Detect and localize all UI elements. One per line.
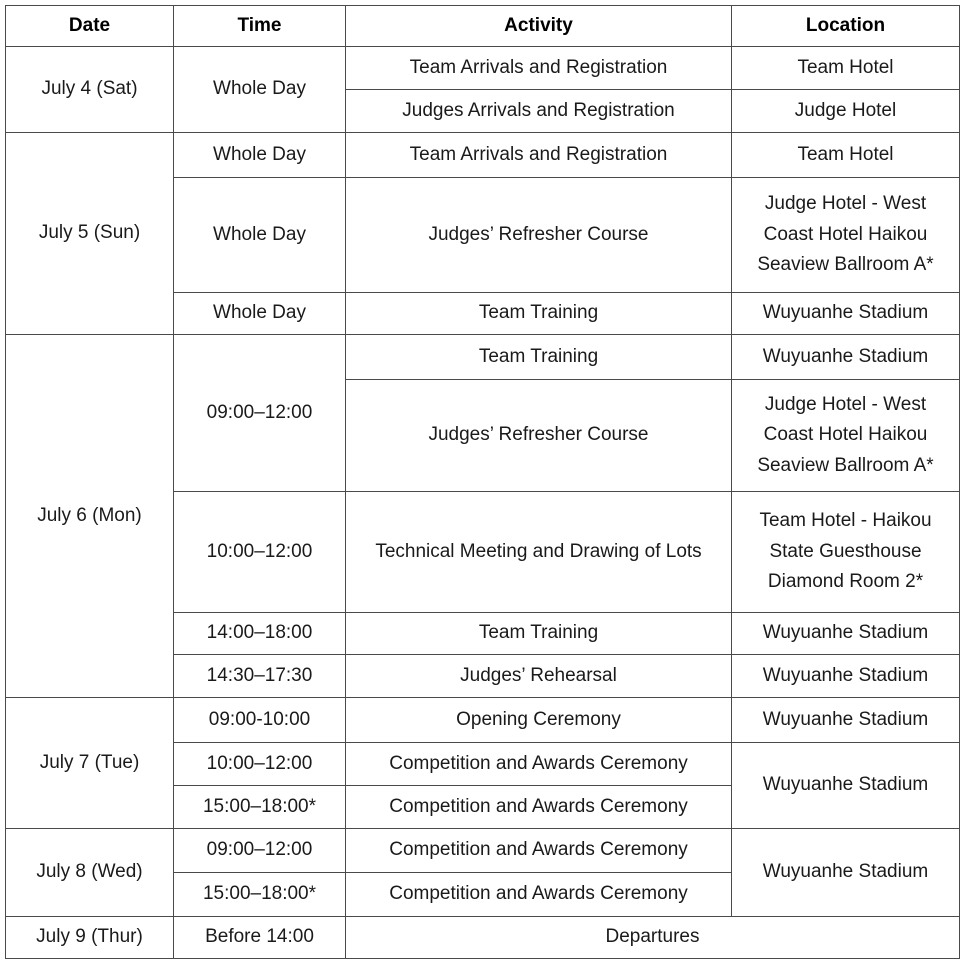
location-cell: Wuyuanhe Stadium <box>732 743 960 829</box>
location-line: Coast Hotel Haikou <box>763 424 928 446</box>
location-cell: Wuyuanhe Stadium <box>732 655 960 698</box>
time-cell: Whole Day <box>174 293 346 335</box>
table-row <box>6 47 960 90</box>
location-line: Seaview Ballroom A* <box>757 454 934 476</box>
location-cell <box>732 380 960 492</box>
time-cell: 10:00–12:00 <box>174 743 346 786</box>
header-location: Location <box>732 6 960 47</box>
activity-cell: Technical Meeting and Drawing of Lots <box>346 492 732 613</box>
header-row <box>6 6 960 47</box>
location-cell: Team Hotel <box>732 133 960 178</box>
location-cell: Wuyuanhe Stadium <box>732 698 960 743</box>
location-line: Judge Hotel - West <box>764 193 927 215</box>
time-cell: 09:00-10:00 <box>174 698 346 743</box>
time-cell: 10:00–12:00 <box>174 492 346 613</box>
date-cell: July 7 (Tue) <box>6 698 174 829</box>
location-cell: Judge Hotel <box>732 90 960 133</box>
activity-cell: Team Training <box>346 335 732 380</box>
activity-cell: Competition and Awards Ceremony <box>346 873 732 917</box>
location-cell <box>732 178 960 293</box>
time-cell: Whole Day <box>174 47 346 133</box>
time-cell: 15:00–18:00* <box>174 786 346 829</box>
date-cell: July 4 (Sat) <box>6 47 174 133</box>
header-date: Date <box>6 6 174 47</box>
time-cell: 14:00–18:00 <box>174 613 346 655</box>
time-cell: Whole Day <box>174 178 346 293</box>
header-time: Time <box>174 6 346 47</box>
location-cell: Wuyuanhe Stadium <box>732 293 960 335</box>
activity-cell: Judges’ Refresher Course <box>346 178 732 293</box>
location-line: Team Hotel - Haikou <box>759 510 932 532</box>
activity-cell: Judges’ Rehearsal <box>346 655 732 698</box>
activity-cell: Team Training <box>346 293 732 335</box>
location-cell: Wuyuanhe Stadium <box>732 335 960 380</box>
header-activity: Activity <box>346 6 732 47</box>
time-cell: Whole Day <box>174 133 346 178</box>
location-cell: Team Hotel <box>732 47 960 90</box>
table-row <box>6 917 960 959</box>
location-line: Diamond Room 2* <box>767 571 924 593</box>
activity-cell: Team Arrivals and Registration <box>346 47 732 90</box>
location-cell <box>732 492 960 613</box>
time-cell: 09:00–12:00 <box>174 829 346 873</box>
table-row <box>6 133 960 178</box>
table-row <box>6 698 960 743</box>
activity-cell: Judges Arrivals and Registration <box>346 90 732 133</box>
activity-cell: Judges’ Refresher Course <box>346 380 732 492</box>
time-cell: 14:30–17:30 <box>174 655 346 698</box>
time-cell: 09:00–12:00 <box>174 335 346 492</box>
location-cell: Wuyuanhe Stadium <box>732 829 960 917</box>
activity-cell: Opening Ceremony <box>346 698 732 743</box>
activity-cell: Team Training <box>346 613 732 655</box>
schedule-table <box>5 5 960 959</box>
activity-cell: Competition and Awards Ceremony <box>346 743 732 786</box>
location-line: Coast Hotel Haikou <box>763 223 928 245</box>
activity-cell: Team Arrivals and Registration <box>346 133 732 178</box>
location-line: Judge Hotel - West <box>764 393 927 415</box>
table-row <box>6 335 960 380</box>
activity-cell: Departures <box>346 917 960 959</box>
activity-cell: Competition and Awards Ceremony <box>346 786 732 829</box>
date-cell: July 5 (Sun) <box>6 133 174 335</box>
date-cell: July 8 (Wed) <box>6 829 174 917</box>
table-row <box>6 829 960 873</box>
date-cell: July 6 (Mon) <box>6 335 174 698</box>
location-line: State Guesthouse <box>769 540 922 562</box>
location-cell: Wuyuanhe Stadium <box>732 613 960 655</box>
time-cell: 15:00–18:00* <box>174 873 346 917</box>
time-cell: Before 14:00 <box>174 917 346 959</box>
activity-cell: Competition and Awards Ceremony <box>346 829 732 873</box>
location-line: Seaview Ballroom A* <box>757 254 934 276</box>
date-cell: July 9 (Thur) <box>6 917 174 959</box>
